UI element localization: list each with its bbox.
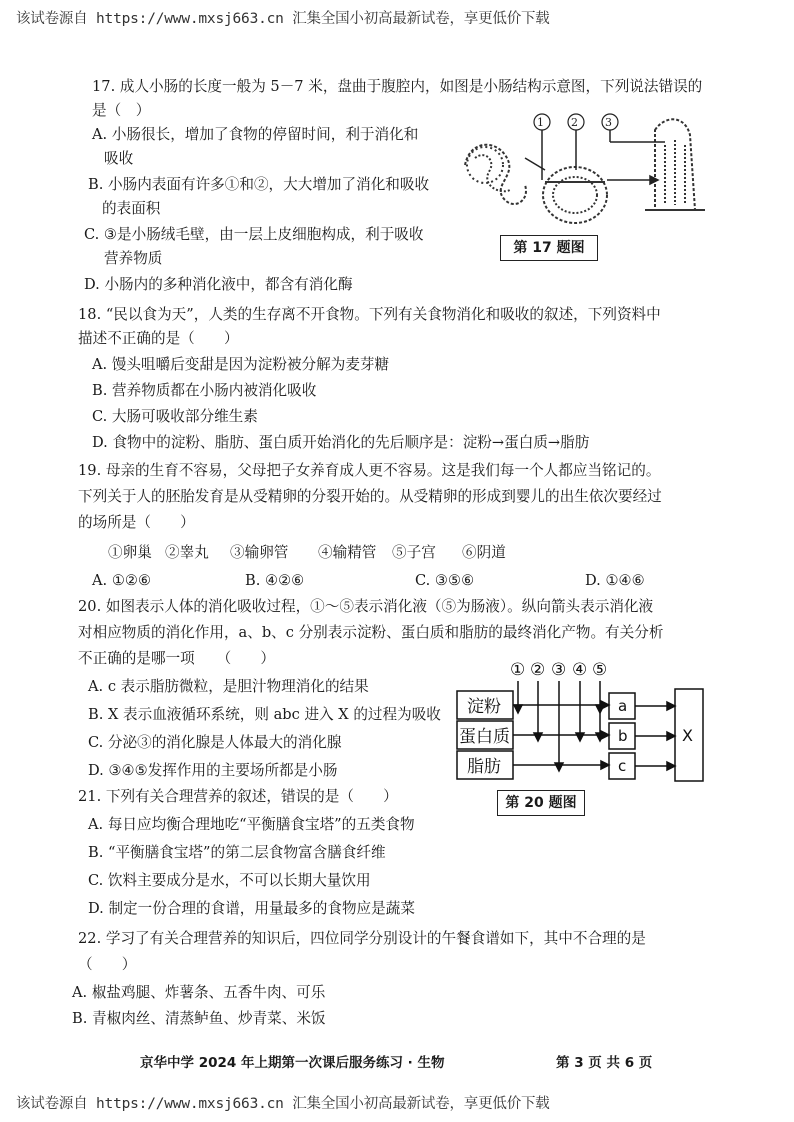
q17-figure-caption: 第 17 题图 xyxy=(500,235,598,261)
q17-option-c: C. ③是小肠绒毛壁，由一层上皮细胞构成，利于吸收 xyxy=(84,226,424,243)
substance-fat: 脂肪 xyxy=(467,757,501,777)
q17-option-d: D. 小肠内的多种消化液中，都含有消化酶 xyxy=(84,276,353,293)
figure-17-marker-2: 2 xyxy=(571,116,578,129)
product-arrows xyxy=(635,702,675,770)
q19-choice-3: ③输卵管 xyxy=(230,544,289,561)
juice-3: ③ xyxy=(551,660,567,680)
q21-option-c: C. 饮料主要成分是水，不可以长期大量饮用 xyxy=(88,872,371,889)
substance-protein: 蛋白质 xyxy=(459,727,510,747)
q20-stem-line1: 20. 如图表示人体的消化吸收过程，①～⑤表示消化液（⑤为肠液）。纵向箭头表示消化液 xyxy=(78,598,654,615)
q19-stem-line2: 下列关于人的胚胎发育是从受精卵的分裂开始的。从受精卵的形成到婴儿的出生依次要经过 xyxy=(78,488,662,505)
q17-option-a-cont: 吸收 xyxy=(104,150,134,167)
juice-arrows xyxy=(514,681,604,771)
juice-markers xyxy=(510,660,607,680)
q22-stem-line1: 22. 学习了有关合理营养的知识后，四位同学分别设计的午餐食谱如下，其中不合理的是 xyxy=(78,930,646,947)
q19-choice-6: ⑥阴道 xyxy=(462,544,506,561)
juice-2: ② xyxy=(530,660,546,680)
product-a: a xyxy=(618,697,628,715)
q18-option-b: B. 营养物质都在小肠内被消化吸收 xyxy=(92,382,317,399)
q22-stem-line2: （ ） xyxy=(78,956,137,973)
q18-option-c: C. 大肠可吸收部分维生素 xyxy=(92,408,258,425)
q21-option-a: A. 每日应均衡合理地吃“平衡膳食宝塔”的五类食物 xyxy=(88,816,415,833)
product-c: c xyxy=(618,757,627,775)
q21-option-d: D. 制定一份合理的食谱，用量最多的食物应是蔬菜 xyxy=(88,900,415,917)
footer-page-number: 第 3 页 共 6 页 xyxy=(556,1055,653,1071)
q21-stem: 21. 下列有关合理营养的叙述，错误的是（ ） xyxy=(78,788,398,805)
q17-stem-line2: 是（ ） xyxy=(92,102,151,119)
q19-option-d: D. ①④⑥ xyxy=(585,572,645,589)
juice-5: ⑤ xyxy=(592,660,608,680)
villus-drawing xyxy=(645,119,705,210)
q18-option-a: A. 馒头咀嚼后变甜是因为淀粉被分解为麦芽糖 xyxy=(92,356,390,373)
system-label: X xyxy=(682,726,693,745)
q17-option-b: B. 小肠内表面有许多①和②，大大增加了消化和吸收 xyxy=(88,176,430,193)
q20-figure-diagram xyxy=(455,655,715,785)
q17-option-c-cont: 营养物质 xyxy=(104,250,163,267)
q19-stem-line1: 19. 母亲的生育不容易，父母把子女养育成人更不容易。这是我们每一个人都应当铭记的。 xyxy=(78,462,661,479)
substance-labels xyxy=(459,697,510,777)
horizontal-arrows xyxy=(513,701,609,769)
figure-17-marker-1: 1 xyxy=(537,116,544,129)
q20-option-d: D. ③④⑤发挥作用的主要场所都是小肠 xyxy=(88,762,338,779)
figure-17-marker-3: 3 xyxy=(605,116,612,129)
juice-1: ① xyxy=(510,660,526,680)
q17-figure-intestine xyxy=(450,110,720,240)
q18-option-d: D. 食物中的淀粉、脂肪、蛋白质开始消化的先后顺序是：淀粉→蛋白质→脂肪 xyxy=(92,434,590,451)
substance-starch: 淀粉 xyxy=(467,697,501,717)
footer-title: 京华中学 2024 年上期第一次课后服务练习 · 生物 xyxy=(140,1055,445,1071)
q20-stem-line3: 不正确的是哪一项 （ ） xyxy=(78,650,276,667)
q19-option-b: B. ④②⑥ xyxy=(245,572,305,589)
product-labels xyxy=(618,697,628,775)
q20-option-b: B. X 表示血液循环系统，则 abc 进入 X 的过程为吸收 xyxy=(88,706,441,723)
q19-option-a: A. ①②⑥ xyxy=(92,572,152,589)
q19-choice-1: ①卵巢 xyxy=(108,544,152,561)
q18-stem-line2: 描述不正确的是（ ） xyxy=(78,330,239,347)
q19-choice-2: ②睾丸 xyxy=(165,544,209,561)
q20-option-c: C. 分泌③的消化腺是人体最大的消化腺 xyxy=(88,734,342,751)
q20-stem-line2: 对相应物质的消化作用，a、b、c 分别表示淀粉、蛋白质和脂肪的最终消化产物。有关分析 xyxy=(78,624,664,641)
product-b: b xyxy=(618,727,628,745)
q17-option-a: A. 小肠很长，增加了食物的停留时间，利于消化和 xyxy=(92,126,419,143)
q22-option-a: A. 椒盐鸡腿、炸薯条、五香牛肉、可乐 xyxy=(72,984,326,1001)
cross-section-drawing xyxy=(543,167,607,223)
q19-option-c: C. ③⑤⑥ xyxy=(415,572,475,589)
figure-leader-lines xyxy=(525,130,665,184)
q20-option-a: A. c 表示脂肪微粒，是胆汁物理消化的结果 xyxy=(88,678,369,695)
q19-stem-line3: 的场所是（ ） xyxy=(78,514,195,531)
q19-choice-5: ⑤子宫 xyxy=(392,544,436,561)
small-intestine-drawing xyxy=(465,145,526,204)
top-banner: 该试卷源自 https://www.mxsj663.cn 汇集全国小初高最新试卷，享更低价下载 xyxy=(16,11,550,27)
q17-stem-line1: 17. 成人小肠的长度一般为 5－7 米，盘曲于腹腔内，如图是小肠结构示意图，下列说法错误的 xyxy=(92,78,703,95)
q18-stem-line1: 18. “民以食为天”，人类的生存离不开食物。下列有关食物消化和吸收的叙述，下列资料中 xyxy=(78,306,661,323)
q22-option-b: B. 青椒肉丝、清蒸鲈鱼、炒青菜、米饭 xyxy=(72,1010,326,1027)
bottom-banner: 该试卷源自 https://www.mxsj663.cn 汇集全国小初高最新试卷，享更低价下载 xyxy=(16,1096,550,1112)
q21-option-b: B. “平衡膳食宝塔”的第二层食物富含膳食纤维 xyxy=(88,844,386,861)
q20-figure-caption: 第 20 题图 xyxy=(497,790,585,816)
juice-4: ④ xyxy=(572,660,588,680)
q17-option-b-cont: 的表面积 xyxy=(102,200,161,217)
q19-choice-4: ④输精管 xyxy=(318,544,377,561)
